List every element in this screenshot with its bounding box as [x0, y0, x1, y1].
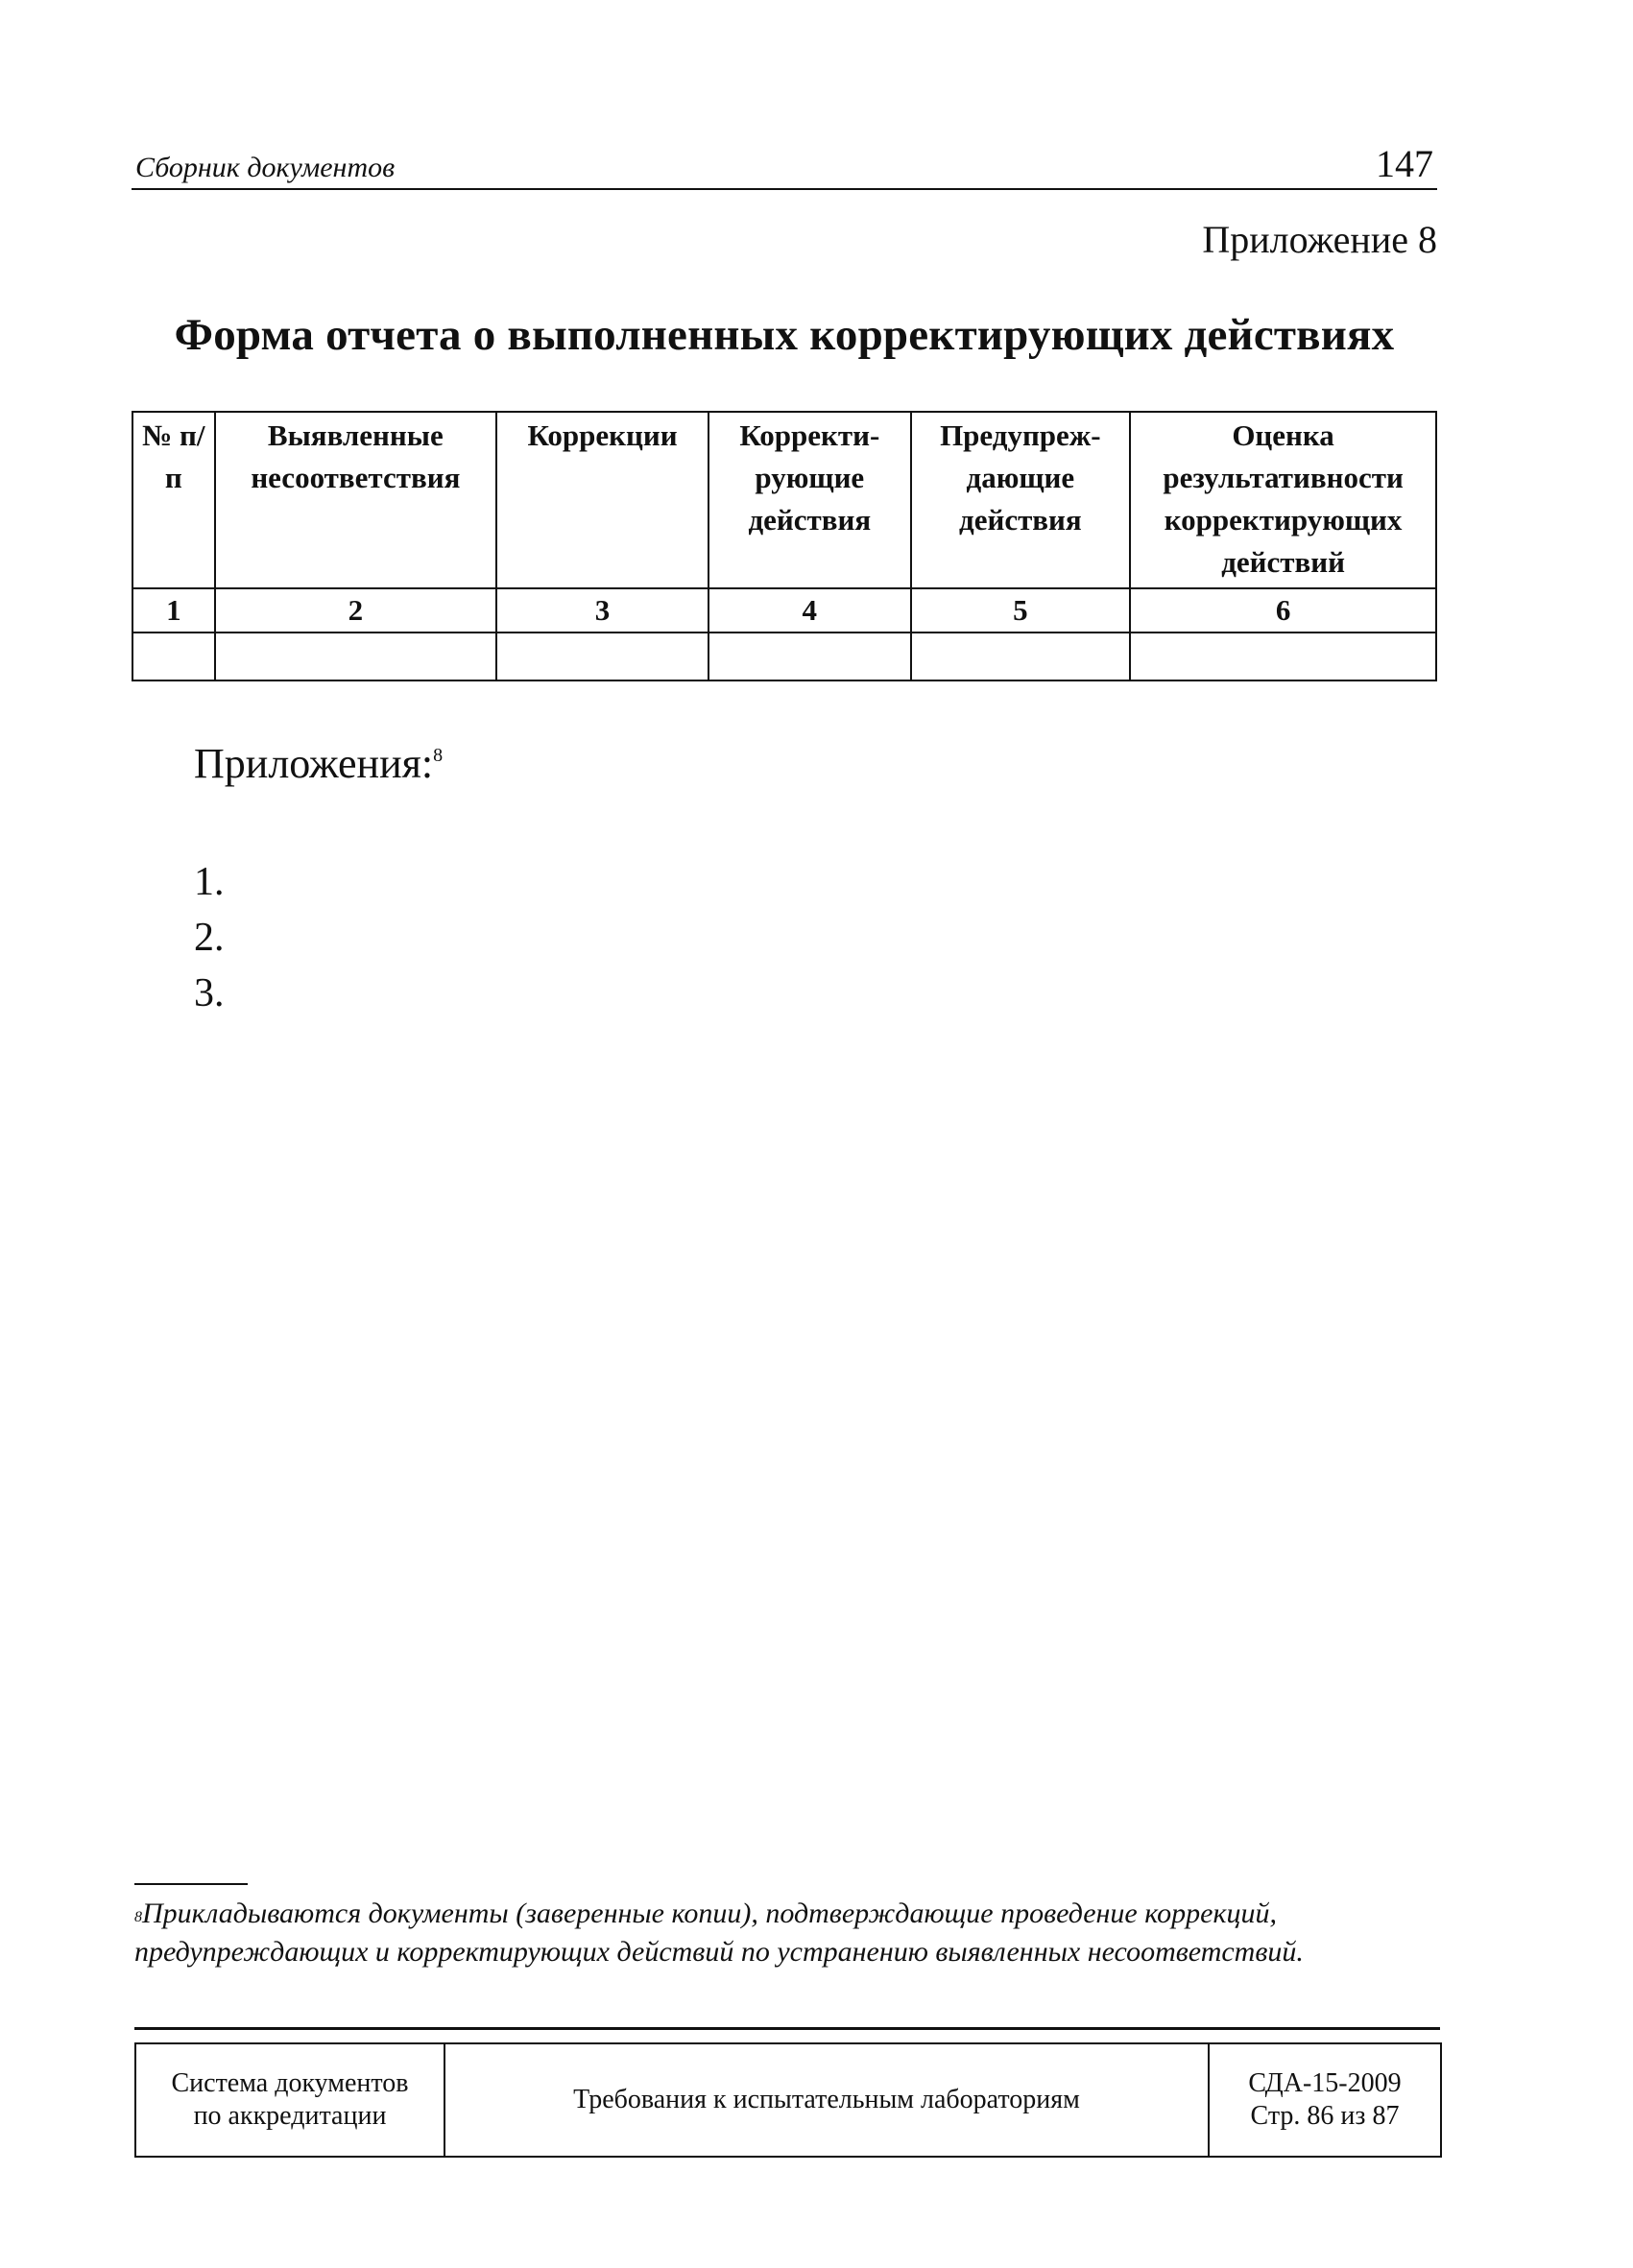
running-title: Сборник документов [135, 152, 396, 183]
footer-page-info: Стр. 86 из 87 [1250, 2101, 1400, 2131]
form-title: Форма отчета о выполненных корректирующих действиях [174, 310, 1395, 360]
footer-doc-code: СДА-15-2009 [1248, 2068, 1402, 2098]
page-number: 147 [1376, 142, 1433, 185]
footnote-divider [134, 1883, 248, 1885]
list-item: 1. [194, 860, 225, 904]
header-cell-corrective-actions: Корректи-рующие действия [708, 412, 911, 588]
column-number: 5 [911, 588, 1131, 633]
footnote-reference: 8 [433, 745, 444, 766]
footer-requirements-cell: Требования к испытательным лабораториям [444, 2043, 1209, 2157]
empty-data-row [132, 633, 1436, 680]
footer-system-cell [135, 2043, 444, 2157]
column-number: 6 [1130, 588, 1436, 633]
empty-cell [496, 633, 708, 680]
attachments-title-text: Приложения: [194, 740, 434, 787]
report-table [132, 411, 1437, 681]
footer-divider [134, 2027, 1440, 2030]
list-item: 3. [194, 971, 225, 1015]
header-cell-corrections: Коррекции [496, 412, 708, 588]
footer-table [134, 2042, 1442, 2158]
appendix-label: Приложение 8 [1202, 218, 1437, 261]
empty-cell [215, 633, 496, 680]
empty-cell [911, 633, 1131, 680]
column-number: 1 [132, 588, 215, 633]
empty-cell [708, 633, 911, 680]
empty-cell [132, 633, 215, 680]
footer-system-line: Система документов [171, 2068, 409, 2098]
table-header-row [132, 412, 1436, 588]
footer-system-line: по аккредитации [193, 2101, 387, 2131]
list-item: 2. [194, 916, 225, 960]
column-number: 4 [708, 588, 911, 633]
header-cell-effectiveness: Оценка результативности корректирующих действий [1130, 412, 1436, 588]
attachments-title [194, 739, 443, 788]
column-number-row [132, 588, 1436, 633]
column-number: 3 [496, 588, 708, 633]
header-cell-number: № п/п [132, 412, 215, 588]
running-header [132, 144, 1437, 190]
footnote-text: Прикладываются документы (заверенные копии), подтверждающие проведение коррекций, предупреждающих и корректирующих действий по устранению выявленных несоответствий. [134, 1898, 1304, 1968]
header-cell-preventive-actions: Предупреж-дающие действия [911, 412, 1131, 588]
empty-cell [1130, 633, 1436, 680]
footnote [134, 1895, 1442, 1971]
footnote-mark: 8 [134, 1909, 142, 1925]
column-number: 2 [215, 588, 496, 633]
header-cell-nonconformities: Выявленные несоответствия [215, 412, 496, 588]
footer-row [135, 2043, 1441, 2157]
footer-code-cell [1209, 2043, 1441, 2157]
attachments-list [194, 854, 225, 1021]
